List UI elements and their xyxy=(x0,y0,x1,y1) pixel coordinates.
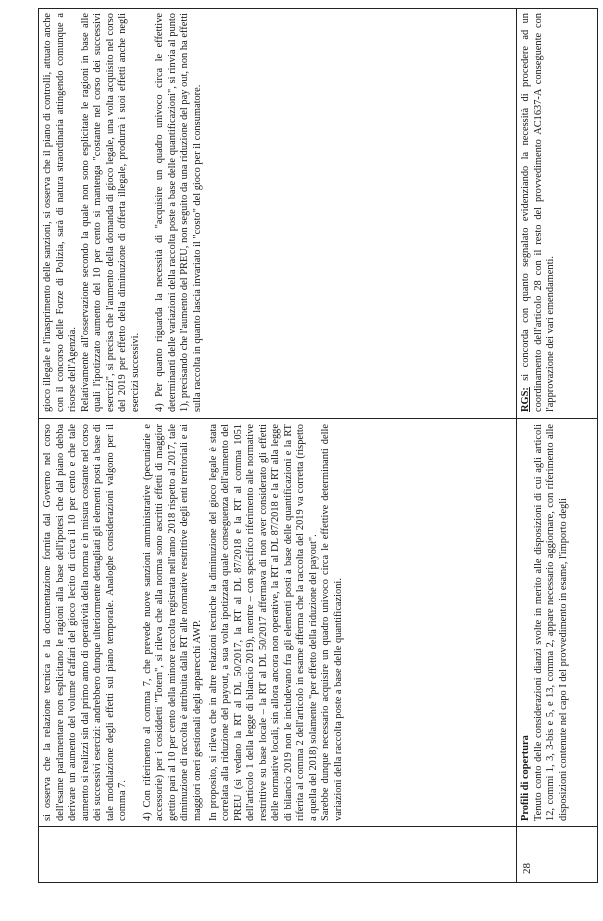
response-cell xyxy=(39,7,516,418)
paragraph: In proposito, si rileva che in altre relazioni tecniche la diminuzione del gioco legale è stata correlata alla riduzione del payout, a sua volta ipotizzata quale conseguenza dell'aumento del PREU (si vedano la RT al DL 50/2017, la RT al DL 87/2018 e la RT al comma 1051 dell'articolo 1 della legge di bilancio 2019), mentre – con specifico riferimento alle normative restrittive su base locale – la RT al DL 50/2017 affermava di non aver considerato gli effetti delle normative locali, sin allora ancora non operative, la RT al DL 87/2018 e la RT alla legge di bilancio 2019 non le includevano fra gli elementi posti a base delle quantificazioni e la RT riferita al comma 2 dell'articolo in esame afferma che la raccolta del 2019 va corretta (rispetto a quella del 2018) solamente "per effetto della riduzione del payout". xyxy=(207,424,319,821)
observation-cell xyxy=(39,418,516,826)
paragraph: Sarebbe dunque necessario acquisire un quadro univoco circa le effettive determinanti delle variazioni della raccolta poste a base delle quantificazioni. xyxy=(320,424,345,821)
paragraph: 4) Per quanto riguarda la necessità di "acquisire un quadro univoco circa le effettive determinanti delle variazioni della raccolta poste a base delle quantificazioni", si rinvia al punto 1), precisando che l'aumento del PREU, non seguito da una riduzione del pay out, non ha effetti sulla raccolta in quanto lascia invariato il "costo" del gioco per il consumatore. xyxy=(154,13,204,412)
paragraph: si concorda con quanto segnalato evidenziando la necessità di procedere ad un coordinamento dell'articolo 28 con il resto del provvedimento AC1637-A conseguente con l'approvazione dei vari emendamenti. xyxy=(520,13,557,412)
section-heading: Profili di copertura xyxy=(520,735,531,821)
table-row xyxy=(38,8,516,883)
article-number: 28 xyxy=(521,863,533,874)
paragraph: 4) Con riferimento al comma 7, che prevede nuove sanzioni amministrative (pecuniarie e accessorie) per i cosiddetti "Totem", si rileva che alla norma sono ascritti effetti di maggior gettito pari al 10 per cento della minore raccolta registrata nell'anno 2018 rispetto al 2017, tale diminuzione di raccolta è attribuita dalla RT alle normative restrittive degli enti territoriali e ai maggiori oneri gestionali degli apparecchi AWP. xyxy=(141,424,204,821)
paragraph: Tenuto conto delle considerazioni dianzi svolte in merito alle disposizioni di cui agli articoli 12, commi 1, 3, 3-bis e 5, e 13, comma 2, appare necessario aggiornare, con riferimento alle disposizioni contenute nel capo I del provvedimento in esame, l'importo degli xyxy=(532,424,569,821)
comparison-table xyxy=(38,8,598,883)
table-row xyxy=(516,8,598,883)
row-number-cell xyxy=(517,826,597,882)
paragraph: si osserva che la relazione tecnica e la documentazione fornita dal Governo nel corso dell'esame parlamentare non esplicitano le ragioni alla base dell'ipotesi che dal piano debba derivare un aumento del volume d'affari del gioco lecito di circa il 10 per cento e che tale aumento si realizzi sin dal primo anno di operatività della norma e in misura costante nel corso dei successivi esercizi: andrebbero dunque ulteriormente dettagliati gli elementi posti a base di tale modulazione degli effetti sul piano temporale. Analoghe considerazioni valgono per il comma 7. xyxy=(42,424,129,821)
paragraph: gioco illegale e l'inasprimento delle sanzioni, si osserva che il piano di controlli, attuato anche con il concorso delle Forze di Polizia, sarà di natura straordinaria attingendo comunque a risorse dell'Agenzia. xyxy=(42,13,79,412)
rgs-label: RGS: xyxy=(520,387,531,412)
row-number-cell xyxy=(39,826,516,882)
paragraph: Relativamente all'osservazione secondo la quale non sono esplicitate le ragioni in base alle quali l'ipotizzato aumento del 10 per cento si mantenga "costante nel corso dei successivi esercizi", si precisa che l'aumento della domanda di gioco legale, una volta acquisito nel corso del 2019 per effetto della diminuzione di offerta illegale, produrrà i suoi effetti anche negli esercizi successivi. xyxy=(79,13,141,412)
observation-cell xyxy=(517,418,597,826)
response-cell xyxy=(517,7,597,418)
